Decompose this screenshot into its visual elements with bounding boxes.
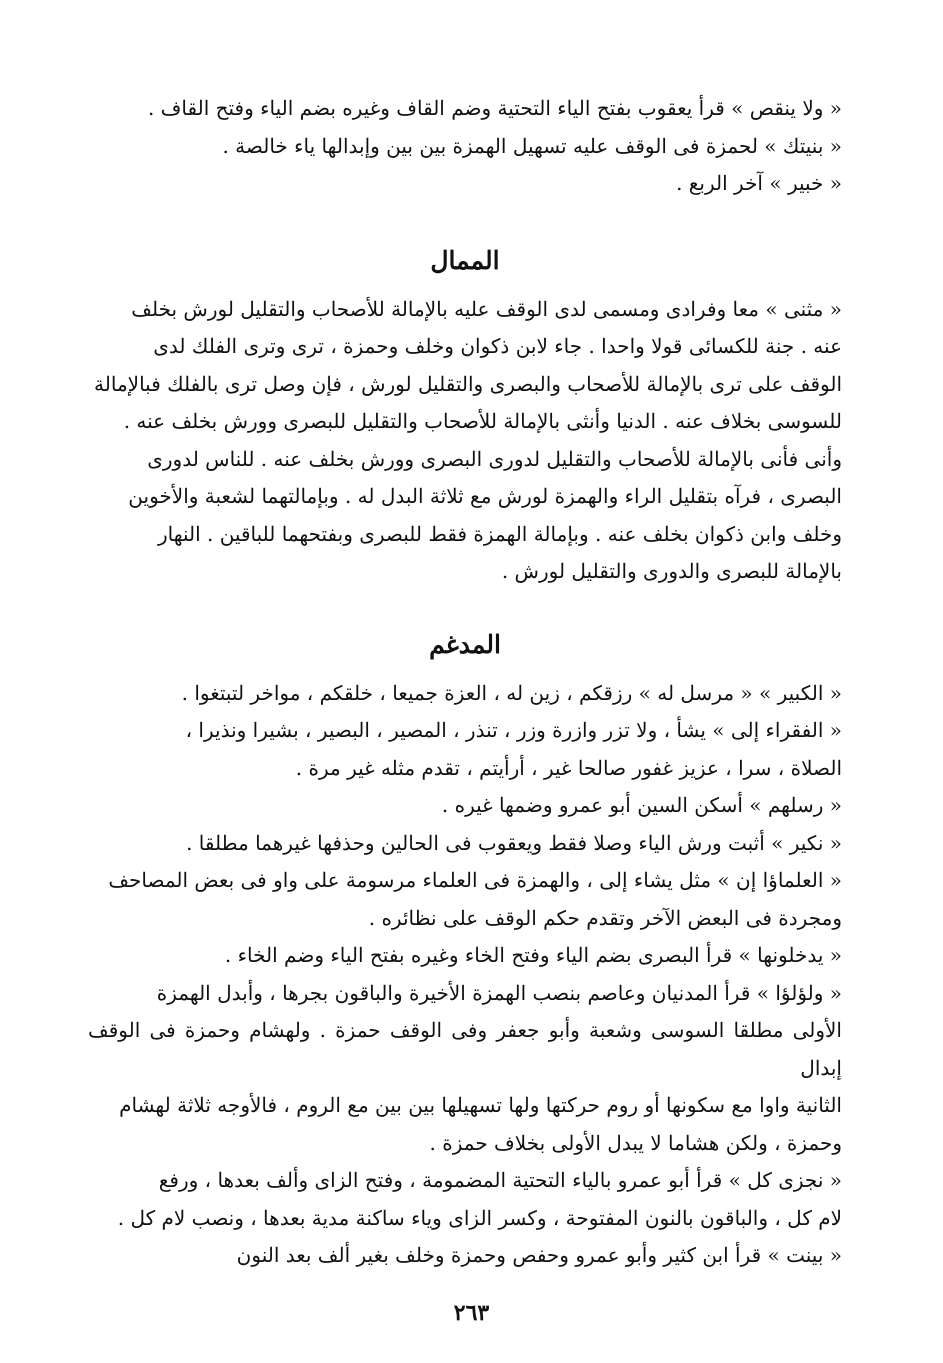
text-line: « ولؤلؤا » قرأ المدنيان وعاصم بنصب الهمزة الأخيرة والباقون بجرها ، وأبدل الهمزة xyxy=(156,980,842,1005)
paragraph-block-2 xyxy=(88,291,842,591)
text-line: عنه . جنة للكسائى قولا واحدا . جاء لابن ذكوان وخلف وحمزة ، ترى وترى الفلك لدى xyxy=(153,334,842,358)
paragraph-block-1 xyxy=(88,90,842,203)
paragraph-block-3 xyxy=(88,675,842,1275)
text-line: « الكبير » « مرسل له » رزقكم ، زين له ، العزة جميعا ، خلقكم ، مواخر لتبتغوا . xyxy=(181,680,842,705)
text-line: « يدخلونها » قرأ البصرى بضم الياء وفتح الخاء وغيره بفتح الياء وضم الخاء . xyxy=(224,943,842,967)
text-line: الوقف على ترى بالإمالة للأصحاب والبصرى والتقليل لورش ، فإن وصل ترى بالفلك فبالإمالة xyxy=(94,371,842,396)
text-line: ومجردة فى البعض الآخر وتقدم حكم الوقف على نظائره . xyxy=(368,905,842,930)
text-line: البصرى ، فرآه بتقليل الراء والهمزة لورش مع ثلاثة البدل له . وبإمالتهما لشعبة والأخوين xyxy=(128,484,842,508)
text-line: « نكير » أثبت ورش الياء وصلا فقط ويعقوب فى الحالين وحذفها غيرهما مطلقا . xyxy=(186,830,842,855)
text-line: للسوسى بخلاف عنه . الدنيا وأنثى بالإمالة للأصحاب والتقليل للبصرى وورش بخلف عنه . xyxy=(123,409,842,433)
section-heading-mumal: الممال xyxy=(430,245,500,275)
text-line: الصلاة ، سرا ، عزيز غفور صالحا غير ، أرأيتم ، تقدم مثله غير مرة . xyxy=(295,755,842,780)
text-line: « نجزى كل » قرأ أبو عمرو بالياء التحتية المضمومة ، وفتح الزاى وألف بعدها ، ورفع xyxy=(158,1168,842,1192)
text-line: لام كل ، والباقون بالنون المفتوحة ، وكسر الزاى وياء ساكنة مدية بعدها ، ونصب لام كل . xyxy=(117,1205,842,1230)
text-line: « مثنى » معا وفرادى ومسمى لدى الوقف عليه بالإمالة للأصحاب والتقليل لورش بخلف xyxy=(131,296,842,321)
text-line: وحمزة ، ولكن هشاما لا يبدل الأولى بخلاف حمزة . xyxy=(429,1130,842,1155)
text-line: « بنيتك » لحمزة فى الوقف عليه تسهيل الهمزة بين بين وإبدالها ياء خالصة . xyxy=(222,133,842,158)
text-line: بالإمالة للبصرى والدورى والتقليل لورش . xyxy=(501,559,842,583)
text-line: « رسلهم » أسكن السين أبو عمرو وضمها غيره . xyxy=(441,793,842,817)
text-line: وأنى فأنى بالإمالة للأصحاب والتقليل لدورى البصرى وورش بخلف عنه . للناس لدورى xyxy=(147,446,842,471)
text-line: « خبير » آخر الربع . xyxy=(676,171,842,195)
page-number: ٢٦٣ xyxy=(453,1300,490,1326)
text-line: « العلماؤا إن » مثل يشاء إلى ، والهمزة فى العلماء مرسومة على واو فى بعض المصاحف xyxy=(108,868,842,892)
text-line: الأولى مطلقا السوسى وشعبة وأبو جعفر وفى الوقف حمزة . ولهشام وحمزة فى الوقف إبدال xyxy=(88,1018,842,1080)
text-line: « الفقراء إلى » يشأ ، ولا تزر وازرة وزر ، تنذر ، المصير ، البصير ، بشيرا ونذيرا ، xyxy=(185,718,842,742)
text-line: « بينت » قرأ ابن كثير وأبو عمرو وحفص وحمزة وخلف بغير ألف بعد النون xyxy=(236,1243,842,1267)
text-line: الثانية واوا مع سكونها أو روم حركتها ولها تسهيلها بين بين مع الروم ، فالأوجه ثلاثة لهشام xyxy=(119,1093,842,1117)
section-heading-mudgham: المدغم xyxy=(429,629,501,659)
page-body xyxy=(88,90,842,1275)
text-line: « ولا ينقص » قرأ يعقوب بفتح الياء التحتية وضم القاف وغيره بضم الياء وفتح القاف . xyxy=(147,96,842,120)
text-line: وخلف وابن ذكوان بخلف عنه . وبإمالة الهمزة فقط للبصرى وبفتحهما للباقين . النهار xyxy=(157,521,842,546)
